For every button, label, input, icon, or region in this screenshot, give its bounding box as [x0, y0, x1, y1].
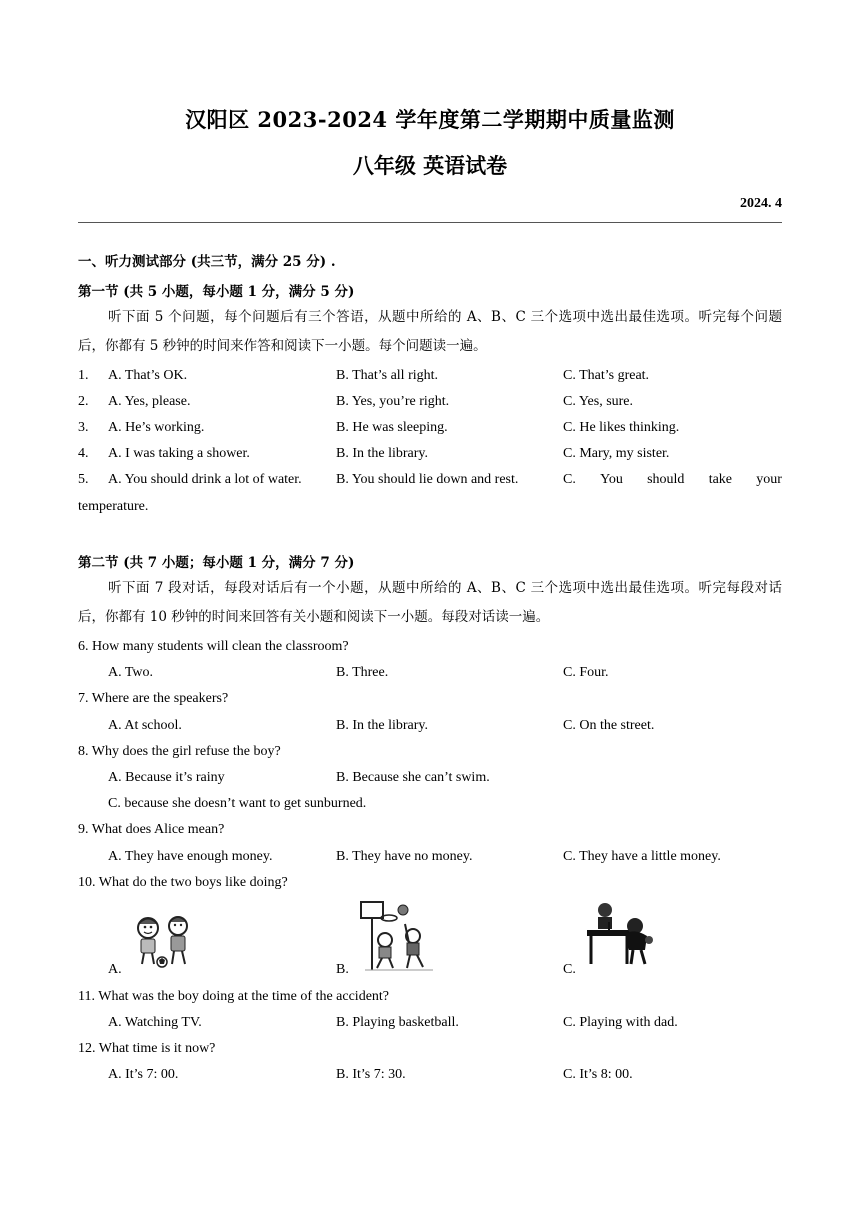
- option-c-word: should: [647, 472, 685, 487]
- question-text: 6. How many students will clean the classroom?: [78, 639, 349, 654]
- section1-instruction: 听下面 5 个问题，每个问题后有三个答语，从题中所给的 A、B、C 三个选项中选出最佳选项。听完每个问题后，你都有 5 秒钟的时间来作答和阅读下一小题。每个问题读一遍。: [78, 309, 782, 354]
- option-c: C. because she doesn’t want to get sunburned.: [108, 796, 367, 811]
- option-c: C. Mary, my sister.: [563, 446, 670, 461]
- option-c-continued: temperature.: [78, 499, 149, 514]
- option-b: B. In the library.: [336, 718, 429, 733]
- option-c: C. Yes, sure.: [563, 394, 634, 409]
- option-a: A.: [108, 962, 122, 977]
- option-b: B. He was sleeping.: [336, 420, 448, 435]
- question-text: 7. Where are the speakers?: [78, 691, 229, 706]
- header-divider: [78, 222, 782, 223]
- exam-subtitle: 八年级 英语试卷: [352, 153, 508, 178]
- option-b: B. Yes, you’re right.: [336, 394, 450, 409]
- option-b: B. They have no money.: [336, 849, 473, 864]
- question-text: 12. What time is it now?: [78, 1041, 216, 1056]
- option-b: B. Playing basketball.: [336, 1015, 459, 1030]
- option-c: C. Playing with dad.: [563, 1015, 678, 1030]
- question-text: 9. What does Alice mean?: [78, 822, 225, 837]
- section1-heading: 第一节 (共 5 小题，每小题 1 分，满分 5 分): [78, 284, 355, 300]
- option-a: A. At school.: [108, 718, 182, 733]
- option-a: A. Two.: [108, 665, 154, 680]
- option-c-word: C.: [563, 472, 576, 487]
- option-c: C. He likes thinking.: [563, 420, 680, 435]
- option-c-word: take: [708, 472, 733, 487]
- section2-instruction: 听下面 7 段对话，每段对话后有一个小题，从题中所给的 A、B、C 三个选项中选出最佳选项。听完每段对话后，你都有 10 秒钟的时间来回答有关小题和阅读下一小题。每段对话读一遍。: [78, 580, 782, 625]
- option-a: A. They have enough money.: [108, 849, 273, 864]
- option-b: B. That’s all right.: [336, 368, 439, 383]
- question-number: 5.: [78, 472, 89, 487]
- option-b: B. Three.: [336, 665, 389, 680]
- option-b: B. It’s 7: 30.: [336, 1067, 406, 1082]
- option-a: A. Watching TV.: [108, 1015, 202, 1030]
- section2-heading: 第二节 (共 7 小题；每小题 1 分，满分 7 分): [78, 555, 355, 571]
- option-a: A. You should drink a lot of water.: [108, 472, 302, 487]
- question-text: 11. What was the boy doing at the time of the accident?: [78, 989, 390, 1004]
- question-number: 1.: [78, 368, 89, 383]
- option-c: C. Four.: [563, 665, 609, 680]
- question-number: 2.: [78, 394, 89, 409]
- option-c-word: your: [756, 472, 782, 487]
- option-c: C.: [563, 962, 576, 977]
- option-c: C. That’s great.: [563, 368, 650, 383]
- part1-heading: 一、听力测试部分 (共三节，满分 25 分) .: [78, 254, 336, 270]
- kids-table-tennis-image: [583, 900, 655, 970]
- option-c-word: You: [600, 472, 623, 487]
- question-number: 3.: [78, 420, 89, 435]
- option-a: A. Yes, please.: [108, 394, 191, 409]
- kids-basketball-image: [357, 900, 437, 972]
- question-number: 4.: [78, 446, 89, 461]
- option-c: C. On the street.: [563, 718, 655, 733]
- exam-date: 2024. 4: [740, 196, 782, 211]
- question-text: 8. Why does the girl refuse the boy?: [78, 744, 281, 759]
- option-b: B. In the library.: [336, 446, 429, 461]
- option-c: C. It’s 8: 00.: [563, 1067, 633, 1082]
- option-b: B.: [336, 962, 349, 977]
- option-a: A. I was taking a shower.: [108, 446, 250, 461]
- option-b: B. You should lie down and rest.: [336, 472, 519, 487]
- option-c: [563, 472, 782, 488]
- question-text: 10. What do the two boys like doing?: [78, 875, 288, 890]
- kids-soccer-image: [128, 912, 200, 970]
- option-b: B. Because she can’t swim.: [336, 770, 490, 785]
- option-a: A. He’s working.: [108, 420, 205, 435]
- exam-title: 汉阳区 2023-2024 学年度第二学期期中质量监测: [185, 107, 675, 132]
- option-a: A. That’s OK.: [108, 368, 188, 383]
- option-a: A. It’s 7: 00.: [108, 1067, 179, 1082]
- option-c: C. They have a little money.: [563, 849, 721, 864]
- option-a: A. Because it’s rainy: [108, 770, 225, 785]
